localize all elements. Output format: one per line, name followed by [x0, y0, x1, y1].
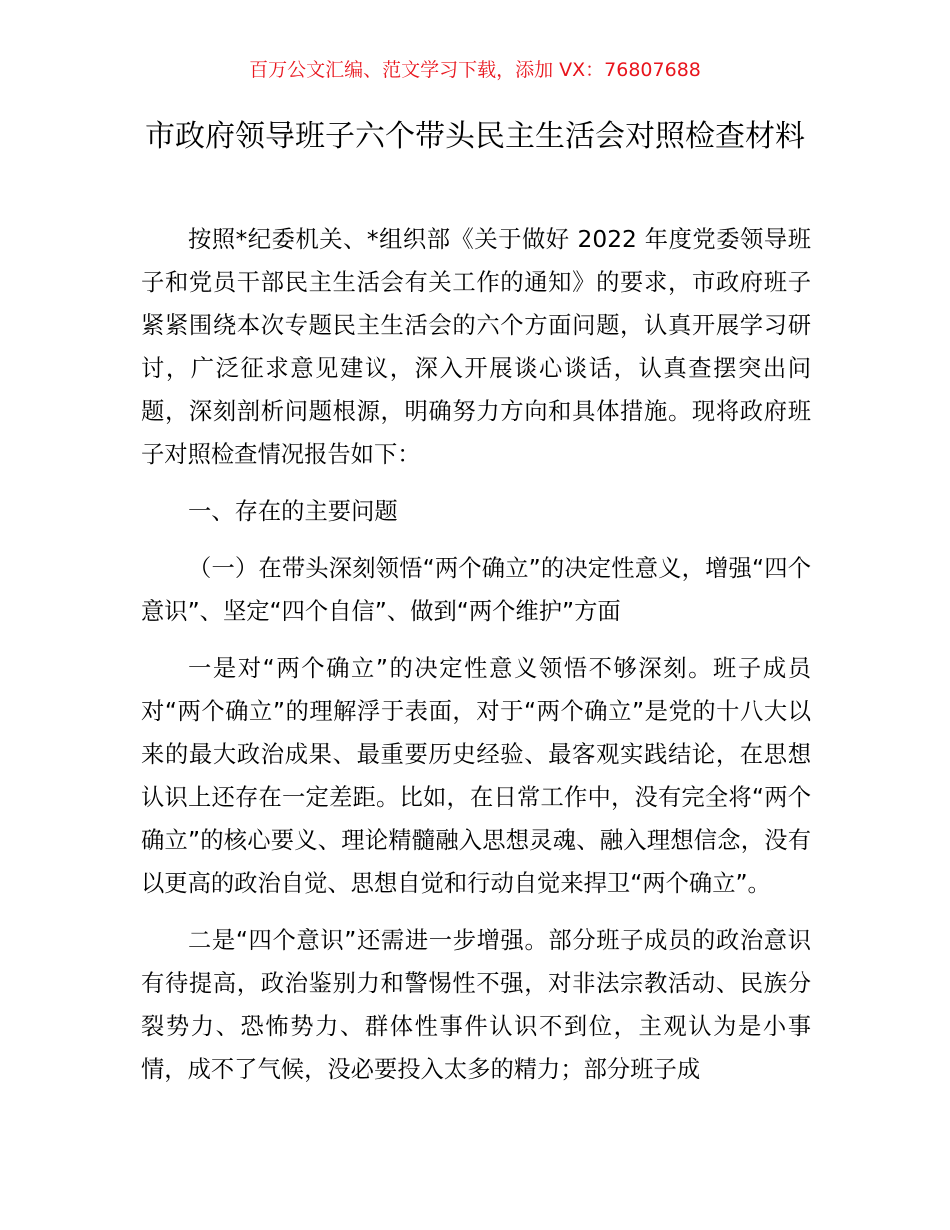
body-paragraph: 二是“四个意识”还需进一步增强。部分班子成员的政治意识有待提高，政治鉴别力和警惕性不强，对非法宗教活动、民族分裂势力、恐怖势力、群体性事件认识不到位，主观认为是小事情，成不了气候，没必要投入太多的精力；部分班子成	[141, 927, 811, 1083]
intro-paragraph: 按照*纪委机关、*组织部《关于做好 2022 年度党委领导班子和党员干部民主生活会有关工作的通知》的要求，市政府班子紧紧围绕本次专题民主生活会的六个方面问题，认真开展学习研讨，广泛征求意见建议，深入开展谈心谈话，认真查摆突出问题，深刻剖析问题根源，明确努力方向和具体措施。现将政府班子对照检查情况报告如下：	[141, 226, 811, 468]
section-heading: 一、存在的主要问题	[188, 498, 398, 525]
subsection-heading: （一）在带头深刻领悟“两个确立”的决定性意义，增强“四个意识”、坚定“四个自信”、做到“两个维护”方面	[141, 555, 811, 625]
document-body	[141, 218, 811, 1091]
body-paragraph: 一是对“两个确立”的决定性意义领悟不够深刻。班子成员对“两个确立”的理解浮于表面，对于“两个确立”是党的十八大以来的最大政治成果、最重要历史经验、最客观实践结论，在思想认识上还存在一定差距。比如，在日常工作中，没有完全将“两个确立”的核心要义、理论精髓融入思想灵魂、融入理想信念，没有以更高的政治自觉、思想自觉和行动自觉来捍卫“两个确立”。	[141, 655, 811, 897]
document-title: 市政府领导班子六个带头民主生活会对照检查材料	[145, 119, 805, 154]
watermark-header: 百万公文汇编、范文学习下载，添加 VX：76807688	[249, 59, 701, 81]
